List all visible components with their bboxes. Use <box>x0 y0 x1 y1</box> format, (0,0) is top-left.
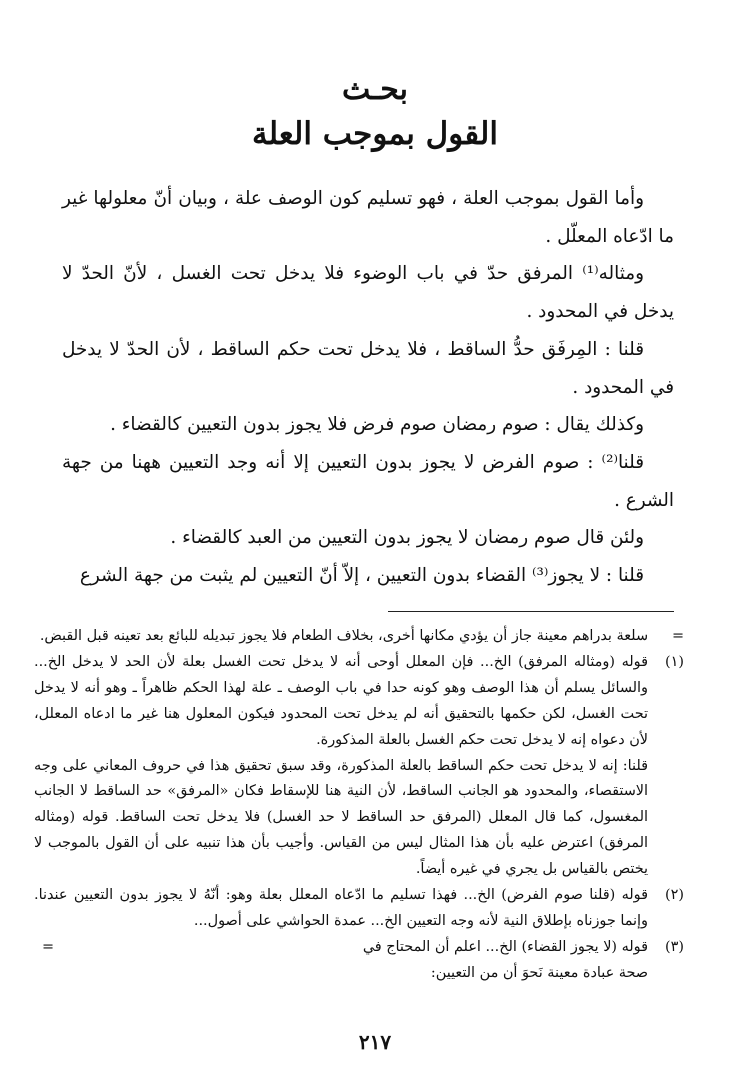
paragraph: ولئن قال صوم رمضان لا يجوز بدون التعيين من العبد كالقضاء . <box>170 527 644 549</box>
paragraph: وأما القول بموجب العلة ، فهو تسليم كون الوصف علة ، وبيان أنّ معلولها غير ما ادّعاه المعلّل . <box>62 188 674 247</box>
continuation-mark: = <box>671 628 684 644</box>
footnote-3 <box>34 935 684 987</box>
page-number: ٢١٧ <box>358 1030 392 1054</box>
paragraph: قلنا⁽²⁾ : صوم الفرض لا يجوز بدون التعيين إلا أنه وجد التعيين ههنا من جهة الشرع . <box>62 451 674 511</box>
footnote-text: قوله (قلنا صوم الفرض) الخ... فهذا تسليم ما ادّعاه المعلل بعلة وهو: أنّهُ لا يجوز بدون التعيين عندنا. وإنما جوزناه بإطلاق النية لأنه وجه التعيين الخ... عمدة الحواشي على أصول... <box>34 887 648 929</box>
continuation-mark: = <box>42 938 55 955</box>
footnote-text: سلعة بدراهم معينة جاز أن يؤدي مكانها أخرى، بخلاف الطعام فلا يجوز تبديله للبائع بعد تعينه قبل القبض. <box>39 628 648 644</box>
footnote-separator <box>388 611 674 612</box>
footnote-text: قوله (لا يجوز القضاء) الخ... اعلم أن المحتاج في صحة عبادة معينة نَحوَ أن من التعيين: <box>362 938 648 981</box>
page-title: القول بموجب العلة <box>252 116 498 152</box>
paragraph: قلنا : لا يجوز⁽³⁾ القضاء بدون التعيين ، إلاّ أنّ التعيين لم يثبت من جهة الشرع <box>79 565 644 587</box>
footnote-number: (٢) <box>665 887 684 904</box>
paragraph: وكذلك يقال : صوم رمضان صوم فرض فلا يجوز بدون التعيين كالقضاء . <box>110 414 644 436</box>
footnote-number: (٣) <box>665 938 684 955</box>
footnote-2 <box>34 883 684 935</box>
footnote-number: (١) <box>665 653 684 670</box>
footnote-continuation <box>34 624 684 650</box>
section-label: بحـث <box>342 72 408 107</box>
footnotes <box>34 624 684 987</box>
paragraph: ومثاله⁽¹⁾ المرفق حدّ في باب الوضوء فلا يدخل تحت الغسل ، لأنّ الحدّ لا يدخل في المحدود . <box>62 263 674 323</box>
footnote-1-cont <box>34 754 684 884</box>
footnote-text: قلنا: إنه لا يدخل تحت حكم الساقط بالعلة المذكورة، وقد سبق تحقيق هذا في حروف المعاني على وجه الاستقصاء، والمحدود هو الجانب الساقط، لأن النية هنا للإسقاط فكان «المرفق» حد الساقط لا الجانب المغسول، كما قال المعلل (المرفق حد الساقط لا حد الغسل) فلا يدخل تحت الساقط. قوله (ومثاله المرفق) اعترض عليه بأن هذا المثال ليس من القياس. وأجيب بأن هذا تنبيه على أن القول بالموجب لا يختص بالقياس بل يجري في غيره أيضاً. <box>34 757 648 878</box>
main-text <box>62 180 674 595</box>
footnote-text: قوله (ومثاله المرفق) الخ... فإن المعلل أوحى أنه لا يدخل تحت الغسل بعلة لأن الحد لا يدخل الخ... والسائل يسلم أن هذا الوصف وهو كونه حدا في باب الوصف ـ علة لهذا الحكم ظاهراً ـ وهو أنه لا يدخل تحت الغسل، لكن حكمها بالتحقيق أنه لم يدخل تحت المحدود فيكون المعلول هنا غير ما ادعاه المعلل، لأن دعواه إنه لا يدخل تحت حكم الغسل بالعلة المذكورة. <box>34 653 648 748</box>
paragraph: قلنا : المِرفَق حدُّ الساقط ، فلا يدخل تحت حكم الساقط ، لأن الحدّ لا يدخل في المحدود . <box>62 338 674 398</box>
footnote-1 <box>34 650 684 754</box>
